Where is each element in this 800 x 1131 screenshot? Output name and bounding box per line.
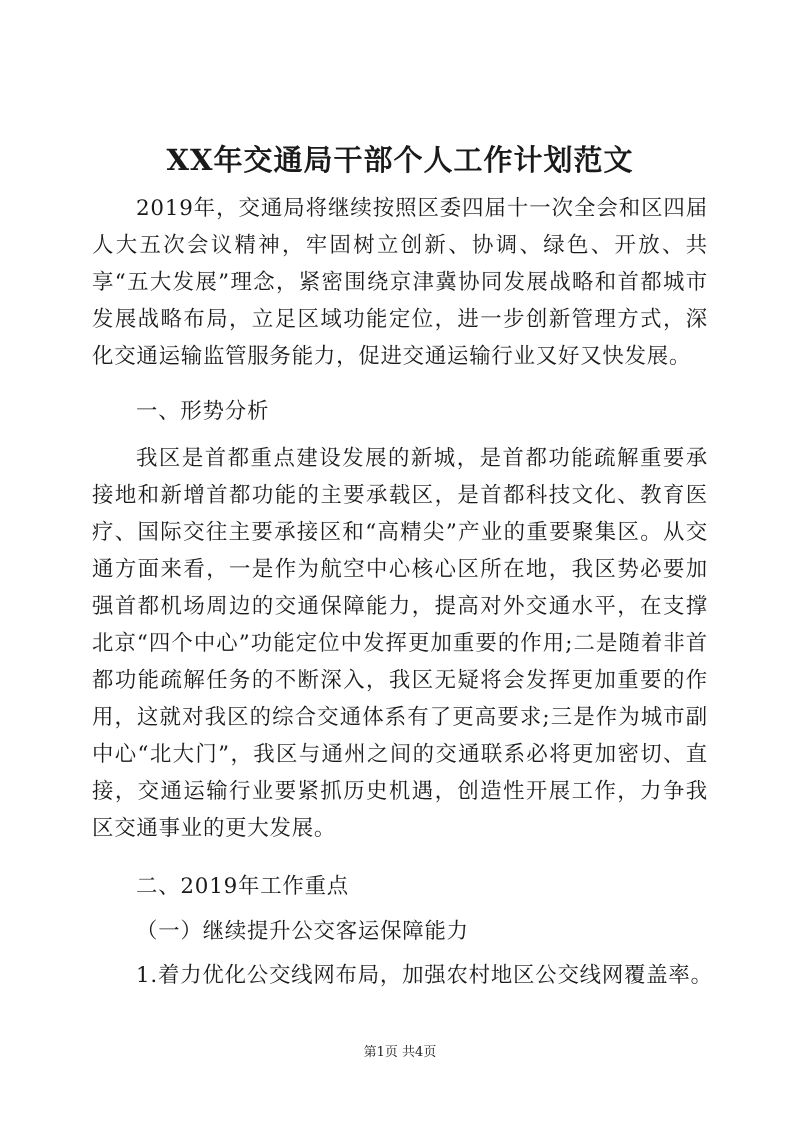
paragraph-situation-analysis: 我区是首都重点建设发展的新城，是首都功能疏解重要承接地和新增首都功能的主要承载区，是首都科技文化、教育医疗、国际交往主要承接区和“高精尖”产业的重要聚集区。从交通方面来看，一是作为航空中心核心区所在地，我区势必要加强首都机场周边的交通保障能力，提高对外交通水平，在支撑北京“四个中心”功能定位中发挥更加重要的作用;二是随着非首都功能疏解任务的不断深入，我区无疑将会发挥更加重要的作用，这就对我区的综合交通体系有了更高要求;三是作为城市副中心“北大门”，我区与通州之间的交通联系必将更加密切、直接，交通运输行业要紧抓历史机遇，创造性开展工作，力争我区交通事业的更大发展。 (92, 446, 708, 841)
document-title: XX年交通局干部个人工作计划范文 (166, 143, 634, 177)
section-heading-work-priorities: 二、2019年工作重点 (136, 874, 349, 899)
paragraph-intro: 2019年，交通局将继续按照区委四届十一次全会和区四届人大五次会议精神，牢固树立创新、协调、绿色、开放、共享“五大发展”理念，紧密围绕京津冀协同发展战略和首都城市发展战略布局，立足区域功能定位，进一步创新管理方式，深化交通运输监管服务能力，促进交通运输行业又好又快发展。 (92, 196, 708, 369)
paragraph-item-1: 1.着力优化公交线网布局，加强农村地区公交线网覆盖率。 (136, 963, 713, 988)
section-heading-situation-analysis: 一、形势分析 (136, 399, 270, 424)
subsection-heading-bus-transport: （一）继续提升公交客运保障能力 (136, 919, 469, 944)
page-number-footer: 第1页 共4页 (363, 1045, 437, 1060)
